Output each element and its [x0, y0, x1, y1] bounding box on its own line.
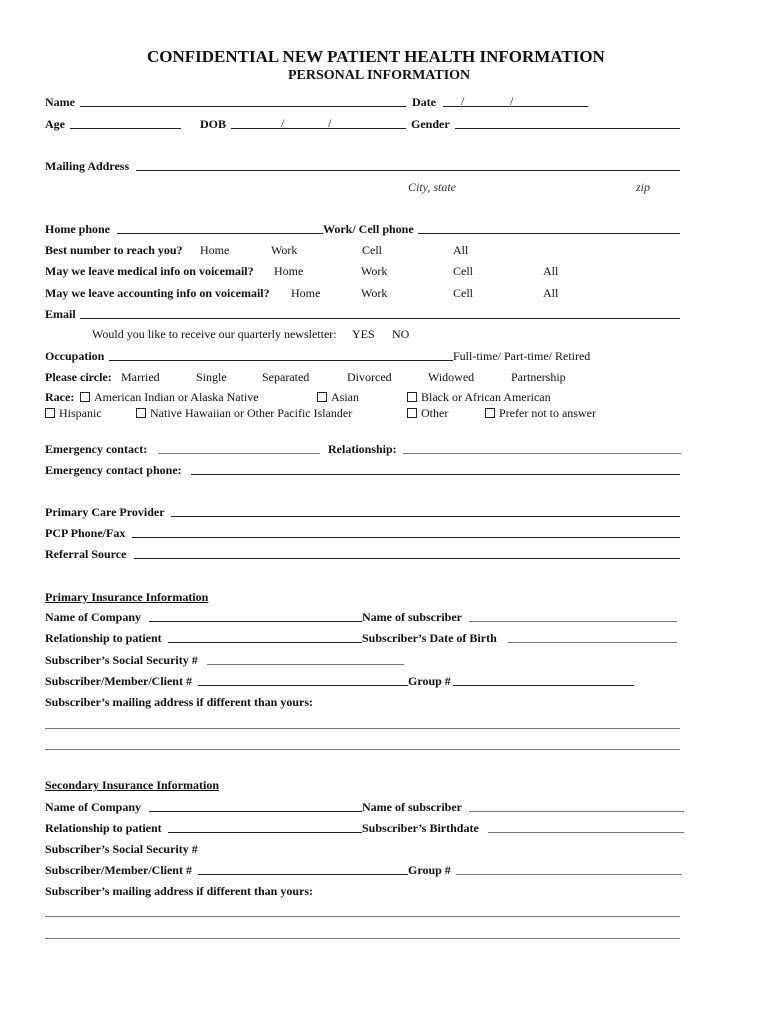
primary-subscriber-dob-field[interactable]: [508, 642, 677, 643]
dob-label: DOB: [200, 117, 227, 131]
age-label: Age: [45, 117, 65, 131]
emergency-phone-label: Emergency contact phone:: [45, 463, 182, 477]
best-number-cell[interactable]: Cell: [362, 243, 382, 257]
zip-hint: zip: [636, 180, 651, 194]
checkbox-icon[interactable]: [485, 408, 495, 418]
best-number-home[interactable]: Home: [200, 243, 230, 257]
primary-insurance-heading: Primary Insurance Information: [45, 590, 209, 604]
primary-relationship-label: Relationship to patient: [45, 631, 162, 645]
dob-slash-2: /: [328, 116, 332, 130]
secondary-company-field[interactable]: [149, 811, 362, 812]
checkbox-icon[interactable]: [136, 408, 146, 418]
voicemail-accounting-home[interactable]: Home: [291, 286, 321, 300]
gender-field[interactable]: [455, 128, 680, 129]
checkbox-icon[interactable]: [407, 392, 417, 402]
race-option-other[interactable]: Other: [407, 407, 448, 419]
primary-mailing-field-2[interactable]: [45, 749, 680, 750]
checkbox-icon[interactable]: [45, 408, 55, 418]
city-state-hint: City, state: [408, 180, 456, 194]
newsletter-yes[interactable]: YES: [352, 327, 375, 341]
primary-mailing-field-1[interactable]: [45, 728, 680, 729]
secondary-relationship-label: Relationship to patient: [45, 821, 162, 835]
age-field[interactable]: [70, 128, 181, 129]
date-field[interactable]: [443, 106, 588, 107]
primary-company-field[interactable]: [149, 621, 362, 622]
primary-company-label: Name of Company: [45, 610, 141, 624]
name-field[interactable]: [80, 106, 406, 107]
primary-relationship-field[interactable]: [168, 642, 362, 643]
secondary-subscriber-dob-label: Subscriber’s Birthdate: [362, 821, 479, 835]
date-slash-2: /: [510, 94, 514, 108]
primary-subscriber-label: Name of subscriber: [362, 610, 462, 624]
marital-married[interactable]: Married: [121, 370, 160, 384]
voicemail-medical-work[interactable]: Work: [361, 264, 388, 278]
primary-subscriber-field[interactable]: [469, 621, 677, 622]
emergency-contact-label: Emergency contact:: [45, 442, 148, 456]
newsletter-no[interactable]: NO: [392, 327, 410, 341]
home-phone-label: Home phone: [45, 222, 111, 236]
best-number-all[interactable]: All: [453, 243, 469, 257]
work-cell-phone-label: Work/ Cell phone: [323, 222, 414, 236]
secondary-relationship-field[interactable]: [168, 832, 362, 833]
mailing-address-label: Mailing Address: [45, 159, 130, 173]
checkbox-icon[interactable]: [407, 408, 417, 418]
race-option-native-hawaiian[interactable]: Native Hawaiian or Other Pacific Islander: [136, 407, 352, 419]
primary-mailing-label: Subscriber’s mailing address if different than yours:: [45, 695, 314, 709]
race-option-hispanic[interactable]: Hispanic: [45, 407, 102, 419]
primary-member-field[interactable]: [198, 685, 408, 686]
dob-field[interactable]: [231, 128, 406, 129]
secondary-group-label: Group #: [408, 863, 451, 877]
voicemail-accounting-cell[interactable]: Cell: [453, 286, 473, 300]
secondary-member-field[interactable]: [198, 874, 408, 875]
name-label: Name: [45, 95, 75, 109]
marital-widowed[interactable]: Widowed: [428, 370, 475, 384]
relationship-field[interactable]: [403, 453, 681, 454]
voicemail-accounting-work[interactable]: Work: [361, 286, 388, 300]
secondary-group-field[interactable]: [456, 874, 682, 875]
mailing-address-field[interactable]: [136, 170, 680, 171]
secondary-company-label: Name of Company: [45, 800, 141, 814]
secondary-subscriber-label: Name of subscriber: [362, 800, 462, 814]
occupation-type-options[interactable]: Full-time/ Part-time/ Retired: [453, 349, 591, 363]
secondary-mailing-label: Subscriber’s mailing address if different than yours:: [45, 884, 314, 898]
voicemail-medical-all[interactable]: All: [543, 264, 559, 278]
work-cell-phone-field[interactable]: [418, 233, 680, 234]
section-title-personal: PERSONAL INFORMATION: [288, 68, 471, 83]
voicemail-medical-home[interactable]: Home: [274, 264, 304, 278]
race-option-asian[interactable]: Asian: [317, 391, 359, 403]
marital-label: Please circle:: [45, 370, 112, 384]
referral-label: Referral Source: [45, 547, 127, 561]
occupation-label: Occupation: [45, 349, 105, 363]
newsletter-label: Would you like to receive our quarterly newsletter:: [92, 327, 337, 341]
primary-group-label: Group #: [408, 674, 451, 688]
best-number-label: Best number to reach you?: [45, 243, 183, 257]
page-title: CONFIDENTIAL NEW PATIENT HEALTH INFORMATION: [147, 47, 605, 66]
referral-field[interactable]: [134, 558, 680, 559]
race-option-american-indian[interactable]: American Indian or Alaska Native: [80, 391, 259, 403]
pcp-field[interactable]: [171, 516, 680, 517]
marital-partnership[interactable]: Partnership: [511, 370, 566, 384]
race-option-prefer-not[interactable]: Prefer not to answer: [485, 407, 596, 419]
relationship-label: Relationship:: [328, 442, 397, 456]
voicemail-accounting-all[interactable]: All: [543, 286, 559, 300]
primary-ssn-field[interactable]: [207, 664, 404, 665]
secondary-mailing-field-2[interactable]: [45, 938, 680, 939]
voicemail-medical-cell[interactable]: Cell: [453, 264, 473, 278]
date-label: Date: [412, 95, 436, 109]
primary-subscriber-dob-label: Subscriber’s Date of Birth: [362, 631, 497, 645]
occupation-field[interactable]: [109, 360, 453, 361]
primary-group-field[interactable]: [453, 685, 634, 686]
race-option-black[interactable]: Black or African American: [407, 391, 551, 403]
email-label: Email: [45, 307, 76, 321]
primary-ssn-label: Subscriber’s Social Security #: [45, 653, 198, 667]
secondary-member-label: Subscriber/Member/Client #: [45, 863, 192, 877]
pcp-phone-field[interactable]: [132, 537, 680, 538]
secondary-mailing-field-1[interactable]: [45, 916, 680, 917]
secondary-subscriber-field[interactable]: [469, 811, 684, 812]
email-field[interactable]: [80, 318, 680, 319]
primary-member-label: Subscriber/Member/Client #: [45, 674, 192, 688]
dob-slash-1: /: [281, 116, 285, 130]
secondary-ssn-label: Subscriber’s Social Security #: [45, 842, 198, 856]
marital-single[interactable]: Single: [196, 370, 227, 384]
secondary-insurance-heading: Secondary Insurance Information: [45, 778, 220, 792]
home-phone-field[interactable]: [117, 233, 323, 234]
marital-divorced[interactable]: Divorced: [347, 370, 392, 384]
race-label: Race:: [45, 390, 75, 404]
checkbox-icon[interactable]: [317, 392, 327, 402]
best-number-work[interactable]: Work: [271, 243, 298, 257]
pcp-phone-label: PCP Phone/Fax: [45, 526, 126, 540]
marital-separated[interactable]: Separated: [262, 370, 310, 384]
gender-label: Gender: [411, 117, 450, 131]
checkbox-icon[interactable]: [80, 392, 90, 402]
voicemail-medical-label: May we leave medical info on voicemail?: [45, 264, 254, 278]
voicemail-accounting-label: May we leave accounting info on voicemail?: [45, 286, 270, 300]
emergency-phone-field[interactable]: [191, 474, 680, 475]
pcp-label: Primary Care Provider: [45, 505, 165, 519]
secondary-subscriber-dob-field[interactable]: [488, 832, 684, 833]
date-slash-1: /: [461, 94, 465, 108]
emergency-contact-field[interactable]: [158, 453, 320, 454]
